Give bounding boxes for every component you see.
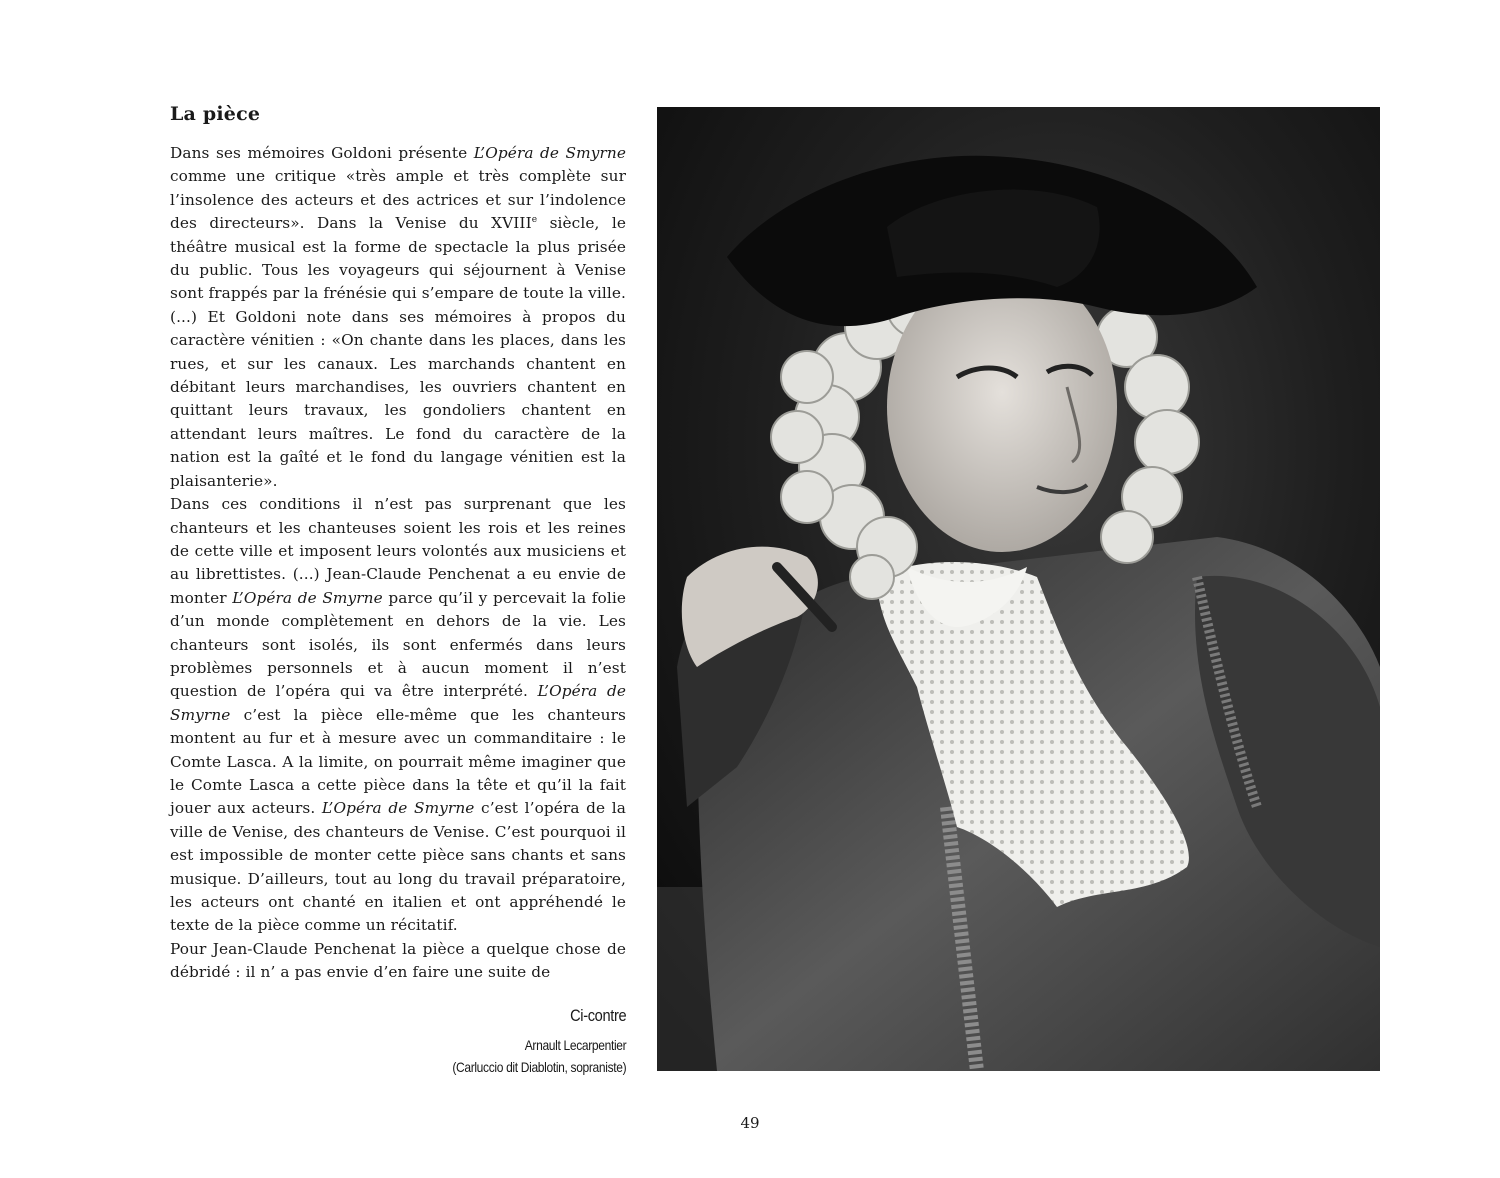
- paragraph-2-text-a: Dans ces conditions il n’est pas surprenant que les chanteurs et les chanteuses soient les rois et les reines de cette ville et imposent leurs volontés aux musiciens et au librettistes. (...) Jean-Claude Penchenat a eu envie de monter: [170, 495, 626, 607]
- play-title: L’Opéra de Smyrne: [170, 682, 626, 724]
- page-number: 49: [740, 1114, 760, 1132]
- play-title: L’Opéra de Smyrne: [232, 588, 383, 607]
- paragraph-1: [170, 142, 626, 493]
- paragraph-2-text-c: c’est la pièce elle-même que les chanteurs montent au fur et à mesure avec un commanditaire : le Comte Lasca. A la limite, on pourrait même imaginer que le Comte Lasca a cette pièce dans la tête et qu’il la fait jouer aux acteurs.: [170, 705, 626, 818]
- paragraph-2-text-b: parce qu’il y percevait la folie d’un monde complètement en dehors de la vie. Les chanteurs sont isolés, ils sont enfermés dans leurs problèmes personnels et à aucun moment il n’est question de l’opéra qui va être interprété.: [170, 588, 626, 701]
- photo-caption: [424, 1004, 626, 1078]
- caption-title: Ci-contre: [569, 1006, 626, 1025]
- paragraph-1-text-a: Dans ses mémoires Goldoni présente: [170, 144, 474, 162]
- play-title: L’Opéra de Smyrne: [321, 799, 475, 818]
- section-heading: La pièce: [170, 103, 261, 125]
- paragraph-2: [170, 493, 626, 938]
- paragraph-2-text-d: c’est l’opéra de la ville de Venise, des chanteurs de Venise. C’est pourquoi il est impossible de monter cette pièce sans chants et sans musique. D’ailleurs, tout au long du travail préparatoire, les acteurs ont chanté en italien et ont appréhendé le texte de la pièce comme un récitatif.: [170, 799, 626, 935]
- paragraph-1-text-b: comme une critique «très ample et très complète sur l’insolence des acteurs et des actrices et sur l’indolence des directeurs». Dans la Venise du: [170, 167, 626, 233]
- text-column: [170, 100, 626, 985]
- portrait-illustration: [657, 107, 1380, 1071]
- century-numeral: XVIII: [491, 214, 532, 233]
- paragraph-1-text-c: siècle, le théâtre musical est la forme de spectacle la plus prisée du public. Tous les voyageurs qui séjournent à Venise sont frappés par la frénésie qui s’empare de toute la ville. (...) Et Goldoni note dans ses mémoires à propos du caractère vénitien : «On chante dans les places, dans les rues, et sur les canaux. Les marchands chantent en débitant leurs marchandises, les ouvriers chantent en quittant leurs travaux, les gondoliers chantent en attendant leurs maîtres. Le fond du caractère de la nation est la gaîté et le fond du langage vénitien est la plaisanterie».: [170, 214, 626, 490]
- paragraph-3: Pour Jean-Claude Penchenat la pièce a quelque chose de débridé : il n’ a pas envie d’en faire une suite de: [170, 939, 626, 982]
- century-superscript: e: [531, 215, 538, 226]
- play-title: L’Opéra de Smyrne: [473, 144, 626, 162]
- portrait-photo: [657, 107, 1380, 1071]
- caption-role: (Carluccio dit Diablotin, sopraniste): [452, 1059, 626, 1075]
- caption-actor-name: Arnault Lecarpentier: [524, 1037, 626, 1053]
